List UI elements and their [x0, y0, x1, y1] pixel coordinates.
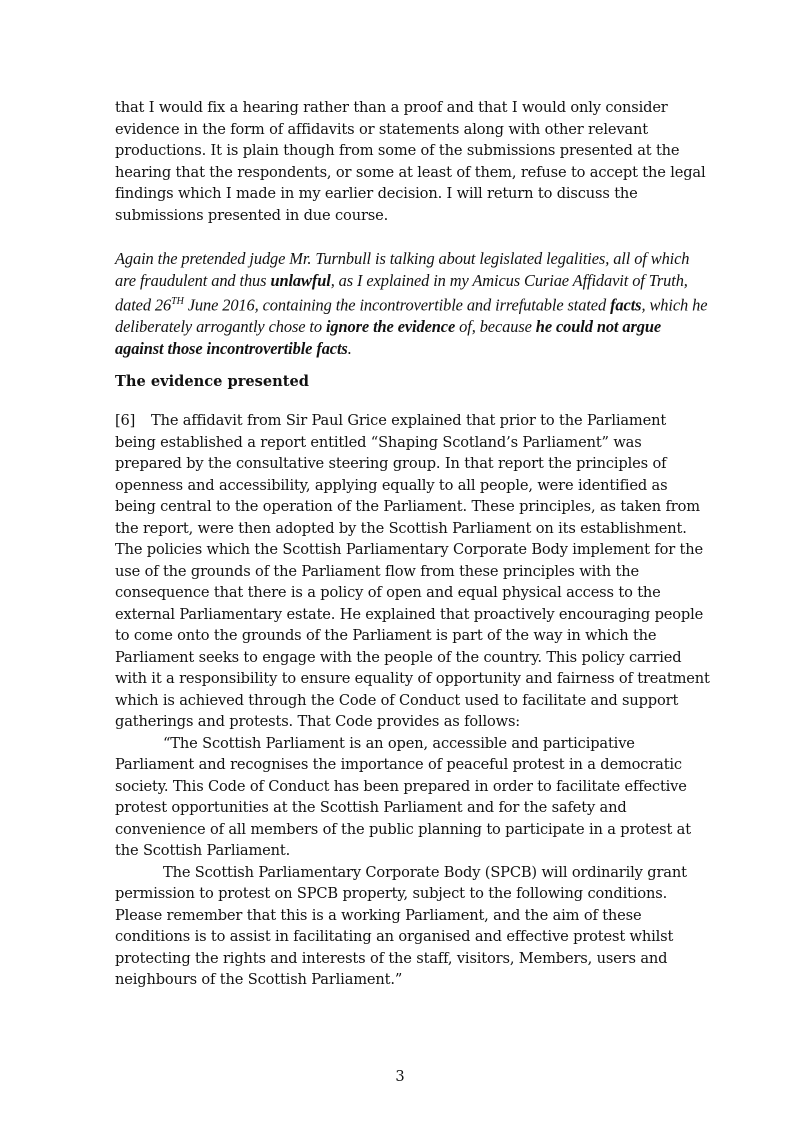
commentary-text-5: of, because [455, 317, 536, 337]
commentary-text-2: , as I explained in my Amicus Curiae Affidavit of Truth, dated 26 [115, 270, 688, 315]
commentary-bold-facts: facts [610, 295, 642, 315]
paragraph-number: [6] [115, 412, 136, 429]
commentary-bold-argue: he could not argue against those incontrovertible facts [115, 317, 662, 358]
paragraph-6 [115, 410, 710, 991]
commentary-text-1: Again the pretended judge Mr. Turnbull is talking about legislated legalities, all of which are fraudulent and thus [115, 249, 690, 290]
continued-paragraph: that I would fix a hearing rather than a proof and that I would only consider evidence in the form of affidavits or statements along with other relevant productions. It is plain though from some of the submissions presented at the hearing that the respondents, or some at least of them, refuse to accept the legal findings which I made in my earlier decision. I will return to discuss the submissions presented in due course. [115, 99, 706, 224]
commentary-paragraph [115, 248, 710, 359]
commentary-text-3: June 2016, containing the incontrovertible and irrefutable stated [183, 295, 611, 315]
commentary-bold-unlawful: unlawful [270, 270, 331, 290]
commentary-text-6: . [347, 338, 352, 358]
paragraph-6-body [115, 410, 710, 733]
paragraph-6-text: The affidavit from Sir Paul Grice explained that prior to the Parliament being established a report entitled “Shaping Scotland’s Parliament” was prepared by the consultative steering group. In that report the principles of openness and accessibility, applying equally to all people, were identified as being central to the operation of the Parliament. These principles, as taken from the report, were then adopted by the Scottish Parliament on its establishment. The policies which the Scottish Parliamentary Corporate Body implement for the use of the grounds of the Parliament flow from these principles with the consequence that there is a policy of open and equal physical access to the external Parliamentary estate. He explained that proactively encouraging people to come onto the grounds of the Parliament is part of the way in which the Parliament seeks to engage with the people of the country. This policy carried with it a responsibility to ensure equality of opportunity and fairness of treatment which is achieved through the Code of Conduct used to facilitate and support gatherings and protests. That Code provides as follows: [115, 412, 710, 730]
quote-paragraph-2: The Scottish Parliamentary Corporate Body (SPCB) will ordinarily grant permission to protest on SPCB property, subject to the following conditions. Please remember that this is a working Parliament, and the aim of these conditions is to assist in facilitating an organised and effective protest whilst protecting the rights and interests of the staff, visitors, Members, users and neighbours of the Scottish Parliament.” [115, 863, 687, 988]
commentary-text-4: , which he deliberately arrogantly chose to [115, 295, 708, 337]
commentary-bold-ignore: ignore the evidence [325, 317, 456, 337]
section-heading: The evidence presented [115, 373, 310, 390]
quote-paragraph-1: “The Scottish Parliament is an open, accessible and participative Parliament and recognises the importance of peaceful protest in a democratic society. This Code of Conduct has been prepared in order to facilitate effective protest opportunities at the Scottish Parliament and for the safety and convenience of all members of the public planning to participate in a protest at the Scottish Parliament. [115, 734, 691, 859]
commentary-superscript: TH [171, 296, 184, 308]
page-number: 3 [395, 1068, 405, 1085]
